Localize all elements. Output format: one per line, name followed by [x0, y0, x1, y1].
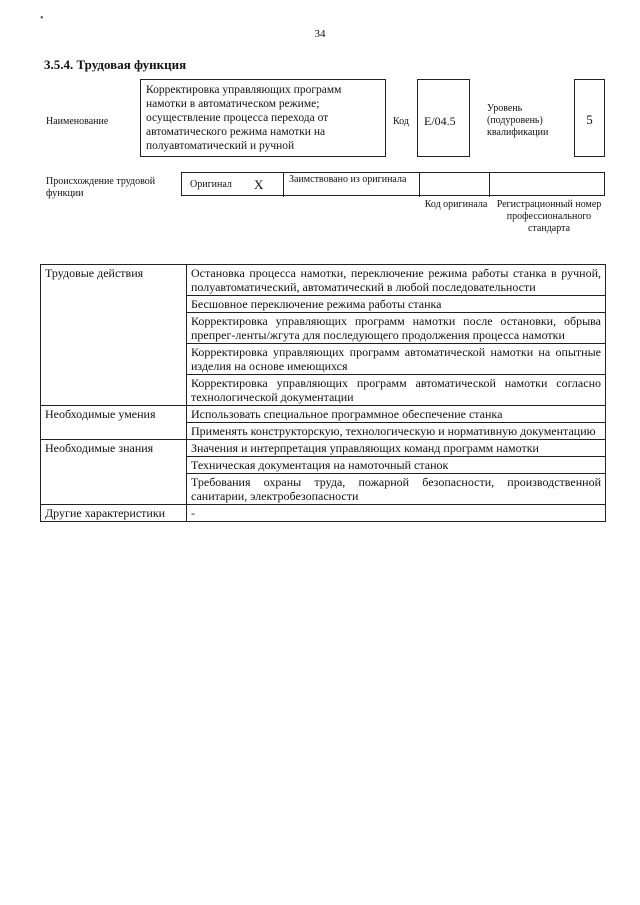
name-label: Наименование [46, 116, 109, 127]
table-row [41, 505, 606, 522]
level-value-box: 5 [574, 79, 605, 157]
table-row [41, 440, 606, 457]
table-cell: Применять конструкторскую, технологическую и нормативную документацию [187, 423, 606, 440]
scan-mark: • [40, 13, 44, 24]
table-cell: Требования охраны труда, пожарной безопасности, производственной санитарии, электробезопасности [187, 474, 606, 505]
function-name-box: Корректировка управляющих программ намотки в автоматическом режиме; осуществление процесса перехода от автоматического режима намотки на полуавтоматический и ручной [140, 79, 386, 157]
original-mark: X [254, 177, 264, 192]
original-cell [182, 173, 284, 197]
original-label: Оригинал [190, 179, 232, 190]
table-cell: Значения и интерпретация управляющих команд программ намотки [187, 440, 606, 457]
table-cell: Использовать специальное программное обеспечение станка [187, 406, 606, 423]
table-cell: Техническая документация на намоточный станок [187, 457, 606, 474]
table-cell: Корректировка управляющих программ намотки после остановки, обрыва препрег-ленты/жгута для последующего продолжения процесса намотки [187, 313, 606, 344]
table-cell: Корректировка управляющих программ автоматической намотки согласно технологической документации [187, 375, 606, 406]
section-title: 3.5.4. Трудовая функция [44, 57, 187, 72]
row-heading-knowledge: Необходимые знания [41, 440, 187, 505]
origin-label: Происхождение трудовой функции [46, 176, 156, 199]
row-heading-other: Другие характеристики [41, 505, 187, 522]
table-cell: Корректировка управляющих программ автоматической намотки на опытные изделия на основе имеющихся [187, 344, 606, 375]
page-number: 34 [314, 28, 326, 40]
reg-number-caption: Регистрационный номер профессионального стандарта [496, 199, 602, 234]
code-label: Код [393, 116, 409, 127]
row-heading-skills: Необходимые умения [41, 406, 187, 440]
table-cell: - [187, 505, 606, 522]
borrowed-label: Заимствовано из оригинала [289, 174, 407, 185]
function-details-table [40, 264, 606, 522]
table-row [41, 265, 606, 296]
code-original-caption: Код оригинала [424, 199, 488, 210]
level-label: Уровень (подуровень) квалификации [487, 103, 549, 138]
table-cell: Бесшовное переключение режима работы станка [187, 296, 606, 313]
table-row [41, 406, 606, 423]
code-original-cell [420, 173, 490, 197]
origin-row [181, 172, 605, 196]
table-cell: Остановка процесса намотки, переключение режима работы станка в ручной, полуавтоматический, автоматический в любой последовательности [187, 265, 606, 296]
row-heading-actions: Трудовые действия [41, 265, 187, 406]
function-code-box: E/04.5 [417, 79, 470, 157]
reg-number-cell [490, 173, 604, 197]
borrowed-cell [284, 173, 420, 197]
